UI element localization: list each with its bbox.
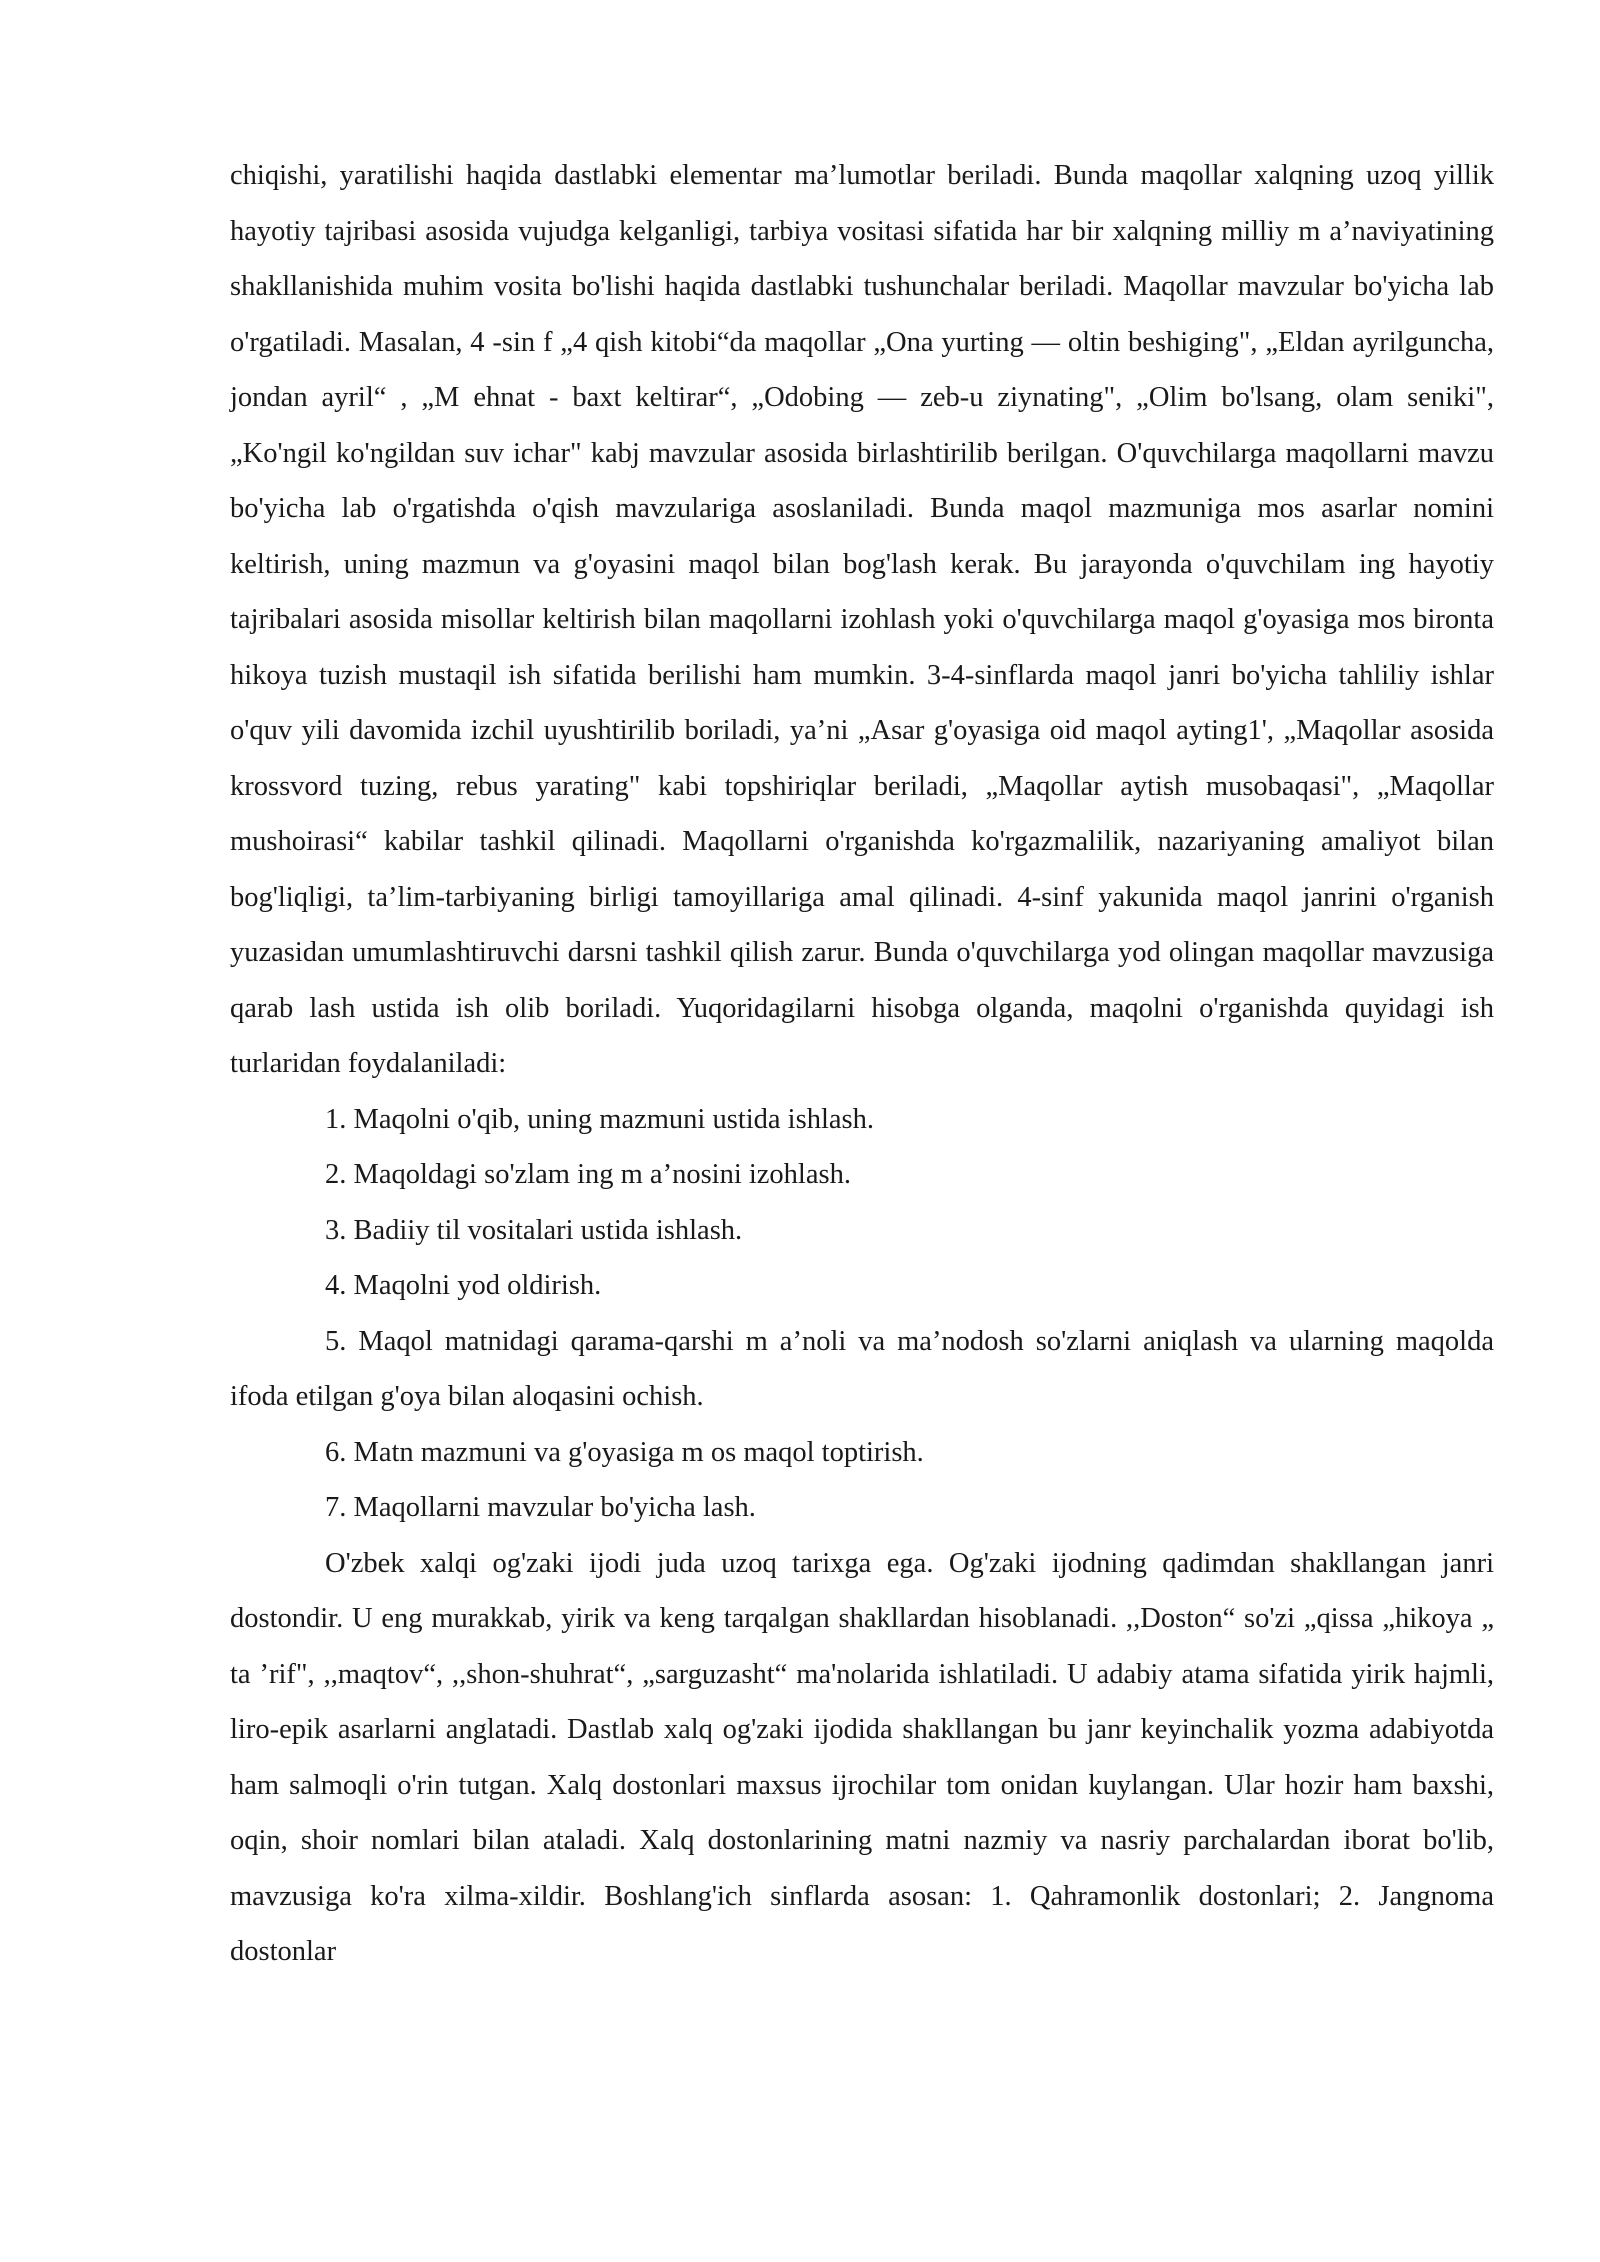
list-item: 1. Maqolni o'qib, uning mazmuni ustida ishlash. (325, 1103, 874, 1135)
list-item: 5. Maqol matnidagi qarama-qarshi m a’noli va ma’nodosh so'zlarni aniqlash va ularning maqolda ifoda etilgan g'oya bilan aloqasini ochish. (230, 1325, 1494, 1412)
document-page (230, 148, 1494, 1980)
list-item: 3. Badiiy til vositalari ustida ishlash. (325, 1214, 743, 1246)
paragraph-epics: O'zbek xalqi og'zaki ijodi juda uzoq tarixga ega. Og'zaki ijodning qadimdan shakllangan janri dostondir. U eng murakkab, yirik va keng tarqalgan shakllardan hisoblanadi. ,,Doston“ so'zi „qissa „hikoya „ ta ’rif", ,,maqtov“, ,,shon-shuhrat“, „sarguzasht“ ma'nolarida ishlatiladi. U adabiy atama sifatida yirik hajmli, liro-epik asarlarni anglatadi. Dastlab xalq og'zaki ijodida shakllangan bu janr keyinchalik yozma adabiyotda ham salmoqli o'rin tutgan. Xalq dostonlari maxsus ijrochilar tom onidan kuylangan. Ular hozir ham baxshi, oqin, shoir nomlari bilan ataladi. Xalq dostonlarining matni nazmiy va nasriy parchalardan iborat bo'lib, mavzusiga ko'ra xilma-xildir. Boshlang'ich sinflarda asosan: 1. Qahramonlik dostonlari; 2. Jangnoma dostonlar (230, 1547, 1494, 1967)
list-item: 7. Maqollarni mavzular bo'yicha lash. (325, 1492, 756, 1523)
list-item: 6. Matn mazmuni va g'oyasiga m os maqol toptirish. (325, 1436, 924, 1468)
list-item: 2. Maqoldagi so'zlam ing m a’nosini izohlash. (325, 1159, 851, 1190)
paragraph-proverbs: chiqishi, yaratilishi haqida dastlabki elementar ma’lumotlar beriladi. Bunda maqollar xalqning uzoq yillik hayotiy tajribasi asosida vujudga kelganligi, tarbiya vositasi sifatida har bir xalqning milliy m a’naviyatining shakllanishida muhim vosita bo'lishi haqida dastlabki tushunchalar beriladi. Maqollar mavzular bo'yicha lab o'rgatiladi. Masalan, 4 -sin f „4 qish kitobi“da maqollar „Ona yurting — oltin beshiging", „Eldan ayrilguncha, jondan ayril“ , „M ehnat - baxt keltirar“, „Odobing — zeb-u ziynating", „Olim bo'lsang, olam seniki", „Ko'ngil ko'ngildan suv ichar" kabj mavzular asosida birlashtirilib berilgan. O'quvchilarga maqollarni mavzu bo'yicha lab o'rgatishda o'qish mavzulariga asoslaniladi. Bunda maqol mazmuniga mos asarlar nomini keltirish, uning mazmun va g'oyasini maqol bilan bog'lash kerak. Bu jarayonda o'quvchilam ing hayotiy tajribalari asosida misollar keltirish bilan maqollarni izohlash yoki o'quvchilarga maqol g'oyasiga mos bironta hikoya tuzish mustaqil ish sifatida berilishi ham mumkin. 3-4-sinflarda maqol janri bo'yicha tahliliy ishlar o'quv yili davomida izchil uyushtirilib boriladi, ya’ni „Asar g'oyasiga oid maqol ayting1', „Maqollar asosida krossvord tuzing, rebus yarating" kabi topshiriqlar beriladi, „Maqollar aytish musobaqasi", „Maqollar mushoirasi“ kabilar tashkil qilinadi. Maqollarni o'rganishda ko'rgazmalilik, nazariyaning amaliyot bilan bog'liqligi, ta’lim-tarbiyaning birligi tamoyillariga amal qilinadi. 4-sinf yakunida maqol janrini o'rganish yuzasidan umumlashtiruvchi darsni tashkil qilish zarur. Bunda o'quvchilarga yod olingan maqollar mavzusiga qarab lash ustida ish olib boriladi. Yuqoridagilarni hisobga olganda, maqolni o'rganishda quyidagi ish turlaridan foydalaniladi: (230, 160, 1494, 1079)
list-item: 4. Maqolni yod oldirish. (325, 1270, 602, 1301)
